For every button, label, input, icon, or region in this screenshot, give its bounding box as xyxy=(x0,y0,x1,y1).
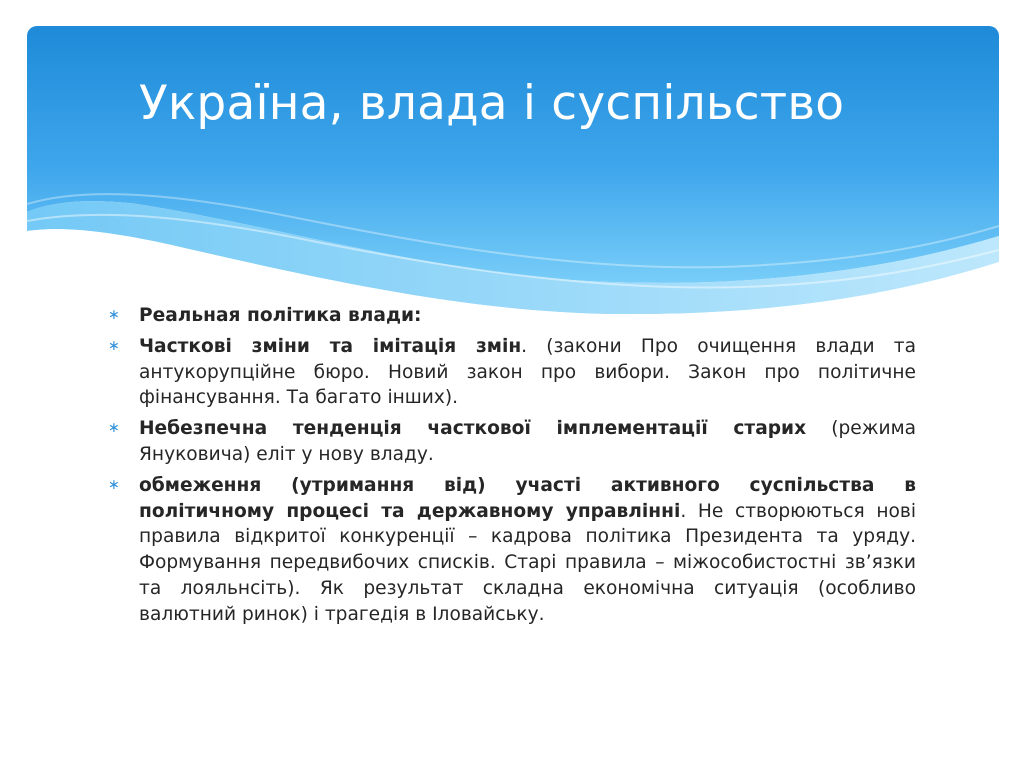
item-text: . (закони Про очищення влади та антукорупційне бюро. Новий закон про вибори. Закон про політичне фінансування. Та багато інших). xyxy=(139,335,916,409)
header-wave-background xyxy=(27,26,999,326)
list-item xyxy=(108,303,916,329)
list-item xyxy=(108,416,916,468)
item-bold-text: обмеження (утримання від) участі активного суспільства в політичному процесі та державному управлінні xyxy=(139,474,916,522)
header-banner xyxy=(27,26,999,326)
list-item xyxy=(108,334,916,411)
asterisk-icon: ∗ xyxy=(108,420,120,437)
asterisk-icon: ∗ xyxy=(108,476,120,493)
item-text: . Не створюються нові правила відкритої конкуренції – кадрова політика Президента та уряду. Формування передвибочих списків. Старі правила – міжособистостні зв’язки та лояльнсіть). Як результат складна економічна ситуація (особливо валютний ринок) і трагедія в Іловайську. xyxy=(139,500,916,625)
asterisk-icon: ∗ xyxy=(108,337,120,354)
item-bold-text: Реальная політика влади: xyxy=(139,305,422,326)
asterisk-icon: ∗ xyxy=(108,307,120,323)
item-text: (режима Януковича) еліт у нову владу. xyxy=(139,418,916,465)
bullet-list xyxy=(108,303,916,633)
item-bold-text: Часткові зміни та імітація змін xyxy=(139,335,522,357)
slide-title: Україна, влада і суспільство xyxy=(139,76,845,131)
item-bold-text: Небезпечна тенденція часткової імплементації старих xyxy=(139,418,807,440)
list-item xyxy=(108,473,916,628)
